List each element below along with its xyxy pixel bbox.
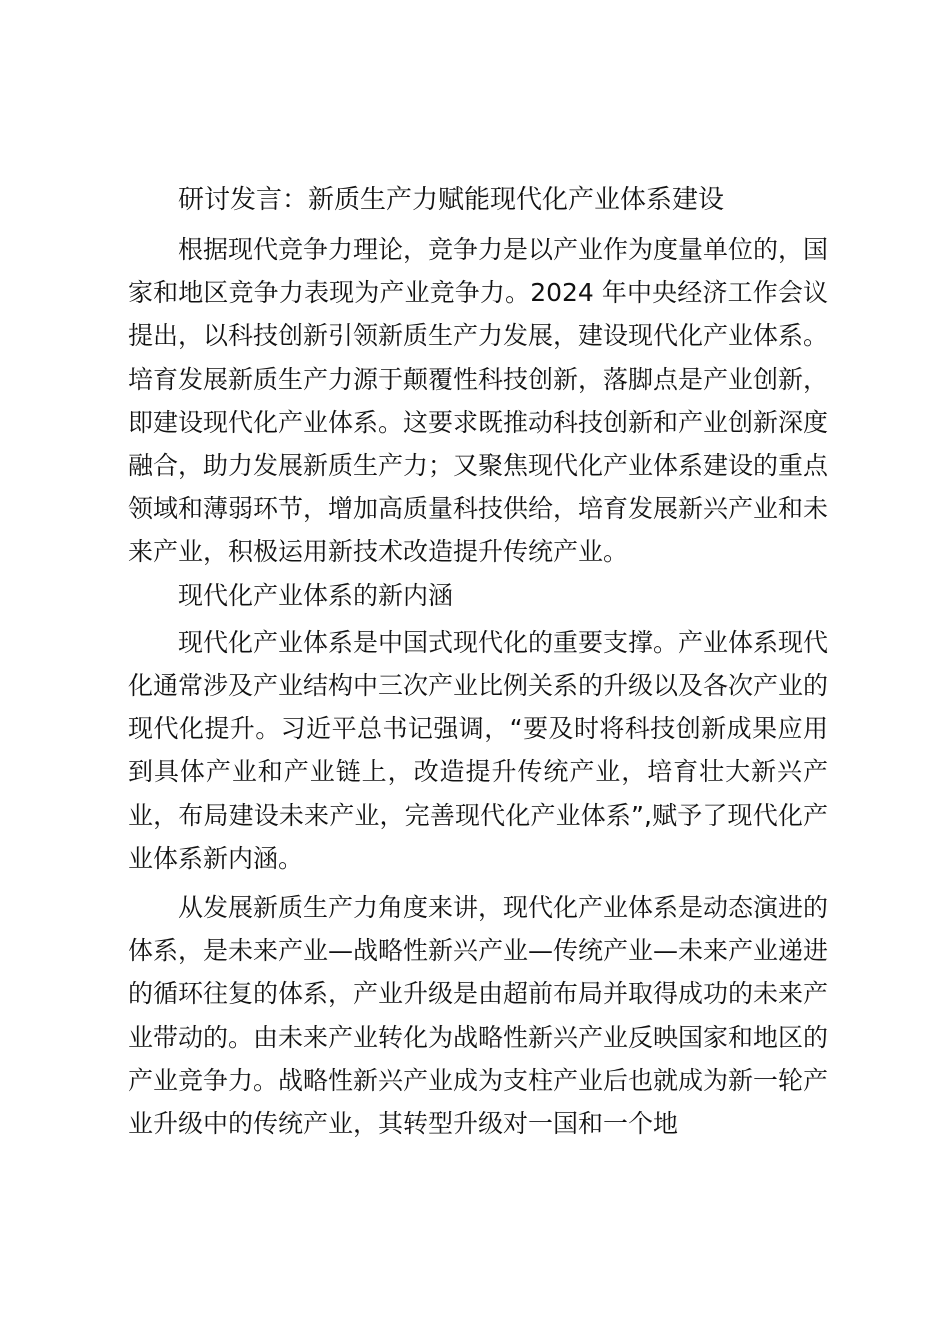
document-title: 研讨发言：新质生产力赋能现代化产业体系建设 xyxy=(178,185,725,215)
section-paragraph-2: 从发展新质生产力角度来讲，现代化产业体系是动态演进的体系，是未来产业—战略性新兴产业—传统产业—未来产业递进的循环往复的体系，产业升级是由超前布局并取得成功的未来产业带动的。由未来产业转化为战略性新兴产业反映国家和地区的产业竞争力。战略性新兴产业成为支柱产业后也就成为新一轮产业升级中的传统产业，其转型升级对一国和一个地 xyxy=(128,893,829,1139)
document-body xyxy=(128,228,828,1145)
intro-paragraph: 根据现代竞争力理论，竞争力是以产业作为度量单位的，国家和地区竞争力表现为产业竞争力。2024 年中央经济工作会议提出，以科技创新引领新质生产力发展，建设现代化产业体系。培育发展新质生产力源于颠覆性科技创新，落脚点是产业创新，即建设现代化产业体系。这要求既推动科技创新和产业创新深度融合，助力发展新质生产力；又聚焦现代化产业体系建设的重点领域和薄弱环节，增加高质量科技供给，培育发展新兴产业和未来产业，积极运用新技术改造提升传统产业。 xyxy=(128,235,829,567)
section-paragraph-1: 现代化产业体系是中国式现代化的重要支撑。产业体系现代化通常涉及产业结构中三次产业比例关系的升级以及各次产业的现代化提升。习近平总书记强调，“要及时将科技创新成果应用到具体产业和产业链上，改造提升传统产业，培育壮大新兴产业，布局建设未来产业，完善现代化产业体系”,赋予了现代化产业体系新内涵。 xyxy=(128,627,829,873)
section-heading: 现代化产业体系的新内涵 xyxy=(178,580,454,610)
